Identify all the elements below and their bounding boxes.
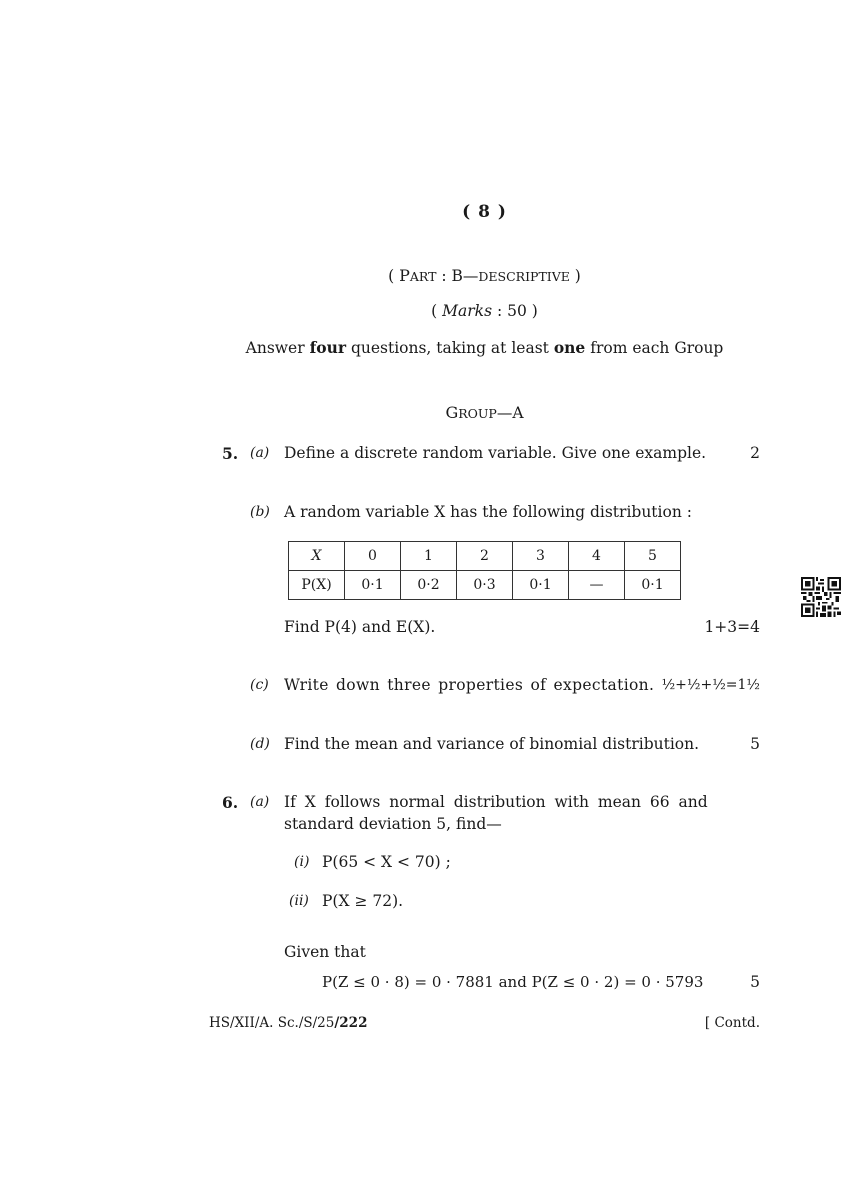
table-header-p: P(X) bbox=[289, 571, 345, 600]
page-number: ( 8 ) bbox=[462, 202, 507, 222]
q6a-ii-label: (ii) bbox=[289, 893, 309, 909]
q6a-line1: If X follows normal distribution with mean 66 and bbox=[284, 793, 708, 811]
q6a-marks: 5 bbox=[750, 973, 760, 991]
q5-number: 5. bbox=[222, 444, 239, 463]
q5b-find: Find P(4) and E(X). bbox=[284, 618, 436, 636]
q6-number: 6. bbox=[222, 793, 239, 812]
footer-contd: [ Contd. bbox=[704, 1015, 760, 1031]
group-heading: GROUP—A bbox=[445, 403, 524, 422]
table-cell: 0·2 bbox=[401, 571, 457, 600]
q6a-line2: standard deviation 5, find— bbox=[284, 815, 502, 833]
table-cell: 2 bbox=[457, 542, 513, 571]
q6a-label: (a) bbox=[250, 794, 270, 810]
footer-code: HS/XII/A. Sc./S/25/222 bbox=[209, 1015, 368, 1031]
q5a-label: (a) bbox=[250, 445, 270, 461]
q5d-marks: 5 bbox=[750, 735, 760, 753]
q5c-text: Write down three properties of expectation. bbox=[284, 676, 655, 694]
q5d-text: Find the mean and variance of binomial distribution. bbox=[284, 735, 700, 753]
qr-code-icon bbox=[801, 577, 841, 617]
table-cell: 3 bbox=[513, 542, 569, 571]
table-cell: 0·3 bbox=[457, 571, 513, 600]
table-cell: 5 bbox=[625, 542, 681, 571]
distribution-table bbox=[288, 541, 681, 600]
table-cell: 0·1 bbox=[513, 571, 569, 600]
q5a-marks: 2 bbox=[750, 444, 760, 462]
q5c-label: (c) bbox=[250, 677, 269, 693]
table-cell: — bbox=[569, 571, 625, 600]
q6a-ii-text: P(X ≥ 72). bbox=[322, 892, 404, 910]
table-cell: 0·1 bbox=[625, 571, 681, 600]
q5b-label: (b) bbox=[250, 504, 270, 520]
q6a-i-label: (i) bbox=[294, 854, 310, 870]
q5b-text: A random variable X has the following distribution : bbox=[284, 503, 692, 521]
table-cell: 0 bbox=[345, 542, 401, 571]
q5d-label: (d) bbox=[250, 736, 270, 752]
table-cell: 4 bbox=[569, 542, 625, 571]
q5b-marks: 1+3=4 bbox=[704, 618, 760, 636]
table-cell: 0·1 bbox=[345, 571, 401, 600]
instruction: Answer four questions, taking at least one from each Group bbox=[245, 338, 724, 357]
marks-heading: ( Marks : 50 ) bbox=[431, 302, 538, 320]
table-row-x bbox=[289, 542, 681, 571]
q6a-formula: P(Z ≤ 0 · 8) = 0 · 7881 and P(Z ≤ 0 · 2) = 0 · 5793 bbox=[322, 973, 704, 991]
q6a-given: Given that bbox=[284, 943, 366, 961]
table-header-x: X bbox=[289, 542, 345, 571]
q5a-text: Define a discrete random variable. Give one example. bbox=[284, 444, 707, 462]
table-cell: 1 bbox=[401, 542, 457, 571]
q5c-marks: ½+½+½=1½ bbox=[661, 677, 760, 693]
table-row-p bbox=[289, 571, 681, 600]
part-heading: ( PART : B—DESCRIPTIVE ) bbox=[388, 266, 581, 285]
q6a-i-text: P(65 < X < 70) ; bbox=[322, 853, 451, 871]
